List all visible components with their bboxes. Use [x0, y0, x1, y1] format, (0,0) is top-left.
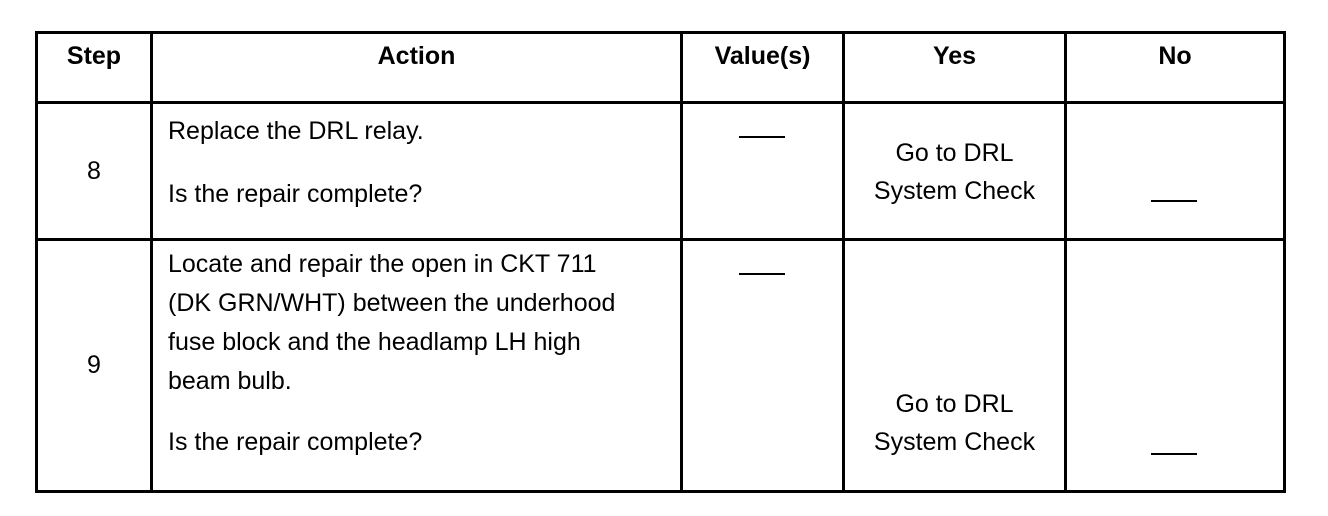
value-dash [739, 136, 785, 138]
action-line: beam bulb. [168, 367, 292, 395]
yes-line-1: Go to DRL [895, 390, 1014, 418]
diagnostic-table [35, 31, 1286, 493]
action-question: Is the repair complete? [168, 428, 423, 456]
header-yes: Yes [844, 33, 1066, 103]
action-cell [152, 240, 682, 492]
value-dash [739, 273, 785, 275]
action-line: Replace the DRL relay. [168, 117, 424, 145]
action-line: fuse block and the headlamp LH high [168, 328, 581, 356]
action-line: Locate and repair the open in CKT 711 [168, 250, 597, 278]
action-line: (DK GRN/WHT) between the underhood [168, 289, 616, 317]
action-question: Is the repair complete? [168, 180, 423, 208]
header-no: No [1066, 33, 1285, 103]
header-values: Value(s) [682, 33, 844, 103]
no-dash [1151, 200, 1197, 202]
action-cell [152, 103, 682, 240]
no-cell [1066, 103, 1285, 240]
table-row [37, 240, 1285, 492]
yes-cell [844, 240, 1066, 492]
header-row [37, 33, 1285, 103]
yes-line-1: Go to DRL [895, 139, 1014, 167]
table-row [37, 103, 1285, 240]
step-number: 9 [37, 240, 152, 492]
step-number: 8 [37, 103, 152, 240]
value-cell [682, 240, 844, 492]
yes-line-2: System Check [873, 428, 1036, 456]
header-step: Step [37, 33, 152, 103]
yes-line-2: System Check [873, 177, 1036, 205]
no-dash [1151, 453, 1197, 455]
yes-cell [844, 103, 1066, 240]
value-cell [682, 103, 844, 240]
header-action: Action [152, 33, 682, 103]
no-cell [1066, 240, 1285, 492]
